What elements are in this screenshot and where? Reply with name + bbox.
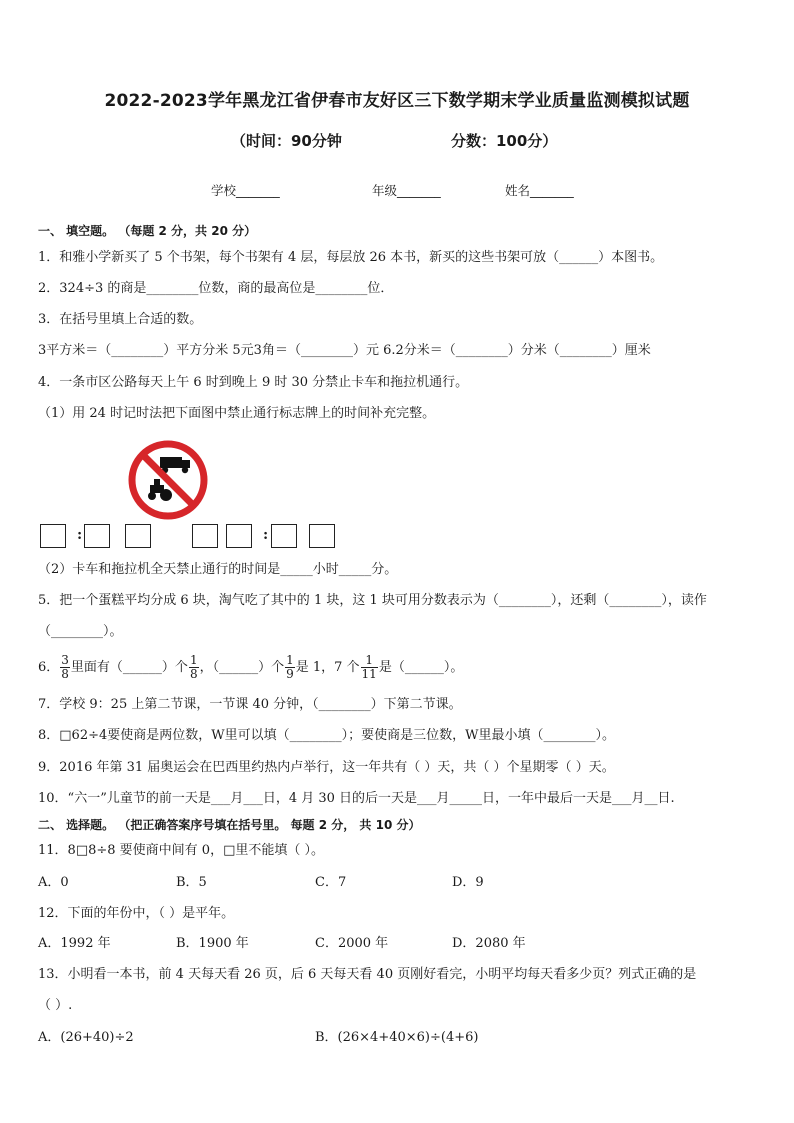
question-4-part-1: （1）用 24 时记时法把下面图中禁止通行标志牌上的时间补充完整。 — [38, 406, 436, 421]
question-5: 5．把一个蛋糕平均分成 6 块，淘气吃了其中的 1 块，这 1 块可用分数表示为（________），还剩（________），读作 — [38, 593, 707, 608]
option-a[interactable]: A．0 — [38, 875, 69, 890]
school-field: 学校_______ — [211, 183, 280, 198]
question-3: 3．在括号里填上合适的数。 — [38, 312, 203, 327]
fraction: $\frac{1}{8}$ — [189, 653, 198, 681]
time-digit-box[interactable] — [125, 524, 151, 548]
no-trucks-tractors-sign-icon — [126, 438, 210, 522]
question-8: 8．□62÷4要使商是两位数，W里可以填（________）；要使商是三位数，W里最小填（________）。 — [38, 728, 615, 743]
section1-heading: 一、 填空题。 （每题 2 分，共 20 分） — [38, 224, 257, 238]
fraction: $\frac{3}{8}$ — [61, 653, 69, 681]
name-field: 姓名_______ — [505, 183, 574, 198]
option-d[interactable]: D．2080 年 — [452, 936, 526, 951]
time-digit-box[interactable] — [40, 524, 66, 548]
time-digit-box[interactable] — [84, 524, 110, 548]
exam-time: （时间：90分钟 — [231, 132, 342, 150]
time-digit-box[interactable] — [309, 524, 335, 548]
question-3-items: 3平方米＝（________）平方分米 5元3角＝（________）元 6.2分米＝（________）分米（________）厘米 — [38, 343, 651, 358]
question-5-continued: （________）。 — [38, 624, 123, 639]
question-1: 1．和雅小学新买了 5 个书架，每个书架有 4 层，每层放 26 本书，新买的这些书架可放（______）本图书。 — [38, 250, 664, 265]
option-b[interactable]: B．(26×4+40×6)÷(4+6) — [315, 1030, 479, 1045]
exam-title: 2022-2023学年黑龙江省伊春市友好区三下数学期末学业质量监测模拟试题 — [104, 91, 690, 111]
time-colon: : — [77, 527, 83, 543]
question-13: 13．小明看一本书，前 4 天每天看 26 页，后 6 天每天看 40 页刚好看完，小明平均每天看多少页？列式正确的是 — [38, 967, 697, 982]
fraction: $\frac{1}{9}$ — [286, 653, 294, 681]
option-a[interactable]: A．(26+40)÷2 — [38, 1030, 134, 1045]
question-4-part-2: （2）卡车和拖拉机全天禁止通行的时间是_____小时_____分。 — [38, 562, 398, 577]
option-c[interactable]: C．2000 年 — [315, 936, 389, 951]
question-13-continued: （ ）. — [38, 998, 73, 1013]
option-d[interactable]: D．9 — [452, 875, 484, 890]
question-9: 9．2016 年第 31 届奥运会在巴西里约热内卢举行，这一年共有（ ）天，共（ ）个星期零（ ）天。 — [38, 760, 615, 775]
question-7: 7．学校 9：25 上第二节课，一节课 40 分钟，（________）下第二节课。 — [38, 697, 462, 712]
section2-heading: 二、 选择题。 （把正确答案序号填在括号里。 每题 2 分， 共 10 分） — [38, 818, 421, 832]
time-digit-box[interactable] — [271, 524, 297, 548]
option-c[interactable]: C．7 — [315, 875, 347, 890]
grade-field: 年级_______ — [372, 183, 441, 198]
question-4: 4．一条市区公路每天上午 6 时到晚上 9 时 30 分禁止卡车和拖拉机通行。 — [38, 375, 469, 390]
fraction: $\frac{1}{11}$ — [361, 653, 377, 681]
option-b[interactable]: B．1900 年 — [176, 936, 249, 951]
question-11: 11．8□8÷8 要使商中间有 0，□里不能填（ ）。 — [38, 843, 324, 858]
option-a[interactable]: A．1992 年 — [38, 936, 111, 951]
question-6: 6． $\frac{3}{8}$ 里面有（______）个 $\frac{1}{8}$ ，（______）个 $\frac{1}{9}$ 是 1，7 个 $\frac{1}{11}$ 是（______）。 — [38, 653, 464, 681]
time-digit-box[interactable] — [192, 524, 218, 548]
option-b[interactable]: B．5 — [176, 875, 207, 890]
time-colon: : — [263, 527, 269, 543]
question-2: 2．324÷3 的商是________位数，商的最高位是________位． — [38, 281, 394, 296]
question-12: 12．下面的年份中，（ ）是平年。 — [38, 906, 235, 921]
question-6-number: 6． — [38, 660, 60, 675]
question-10: 10．“六一”儿童节的前一天是___月___日，4 月 30 日的后一天是___月_____日，一年中最后一天是___月__日. — [38, 791, 675, 806]
time-digit-box[interactable] — [226, 524, 252, 548]
exam-score: 分数：100分） — [451, 132, 558, 150]
